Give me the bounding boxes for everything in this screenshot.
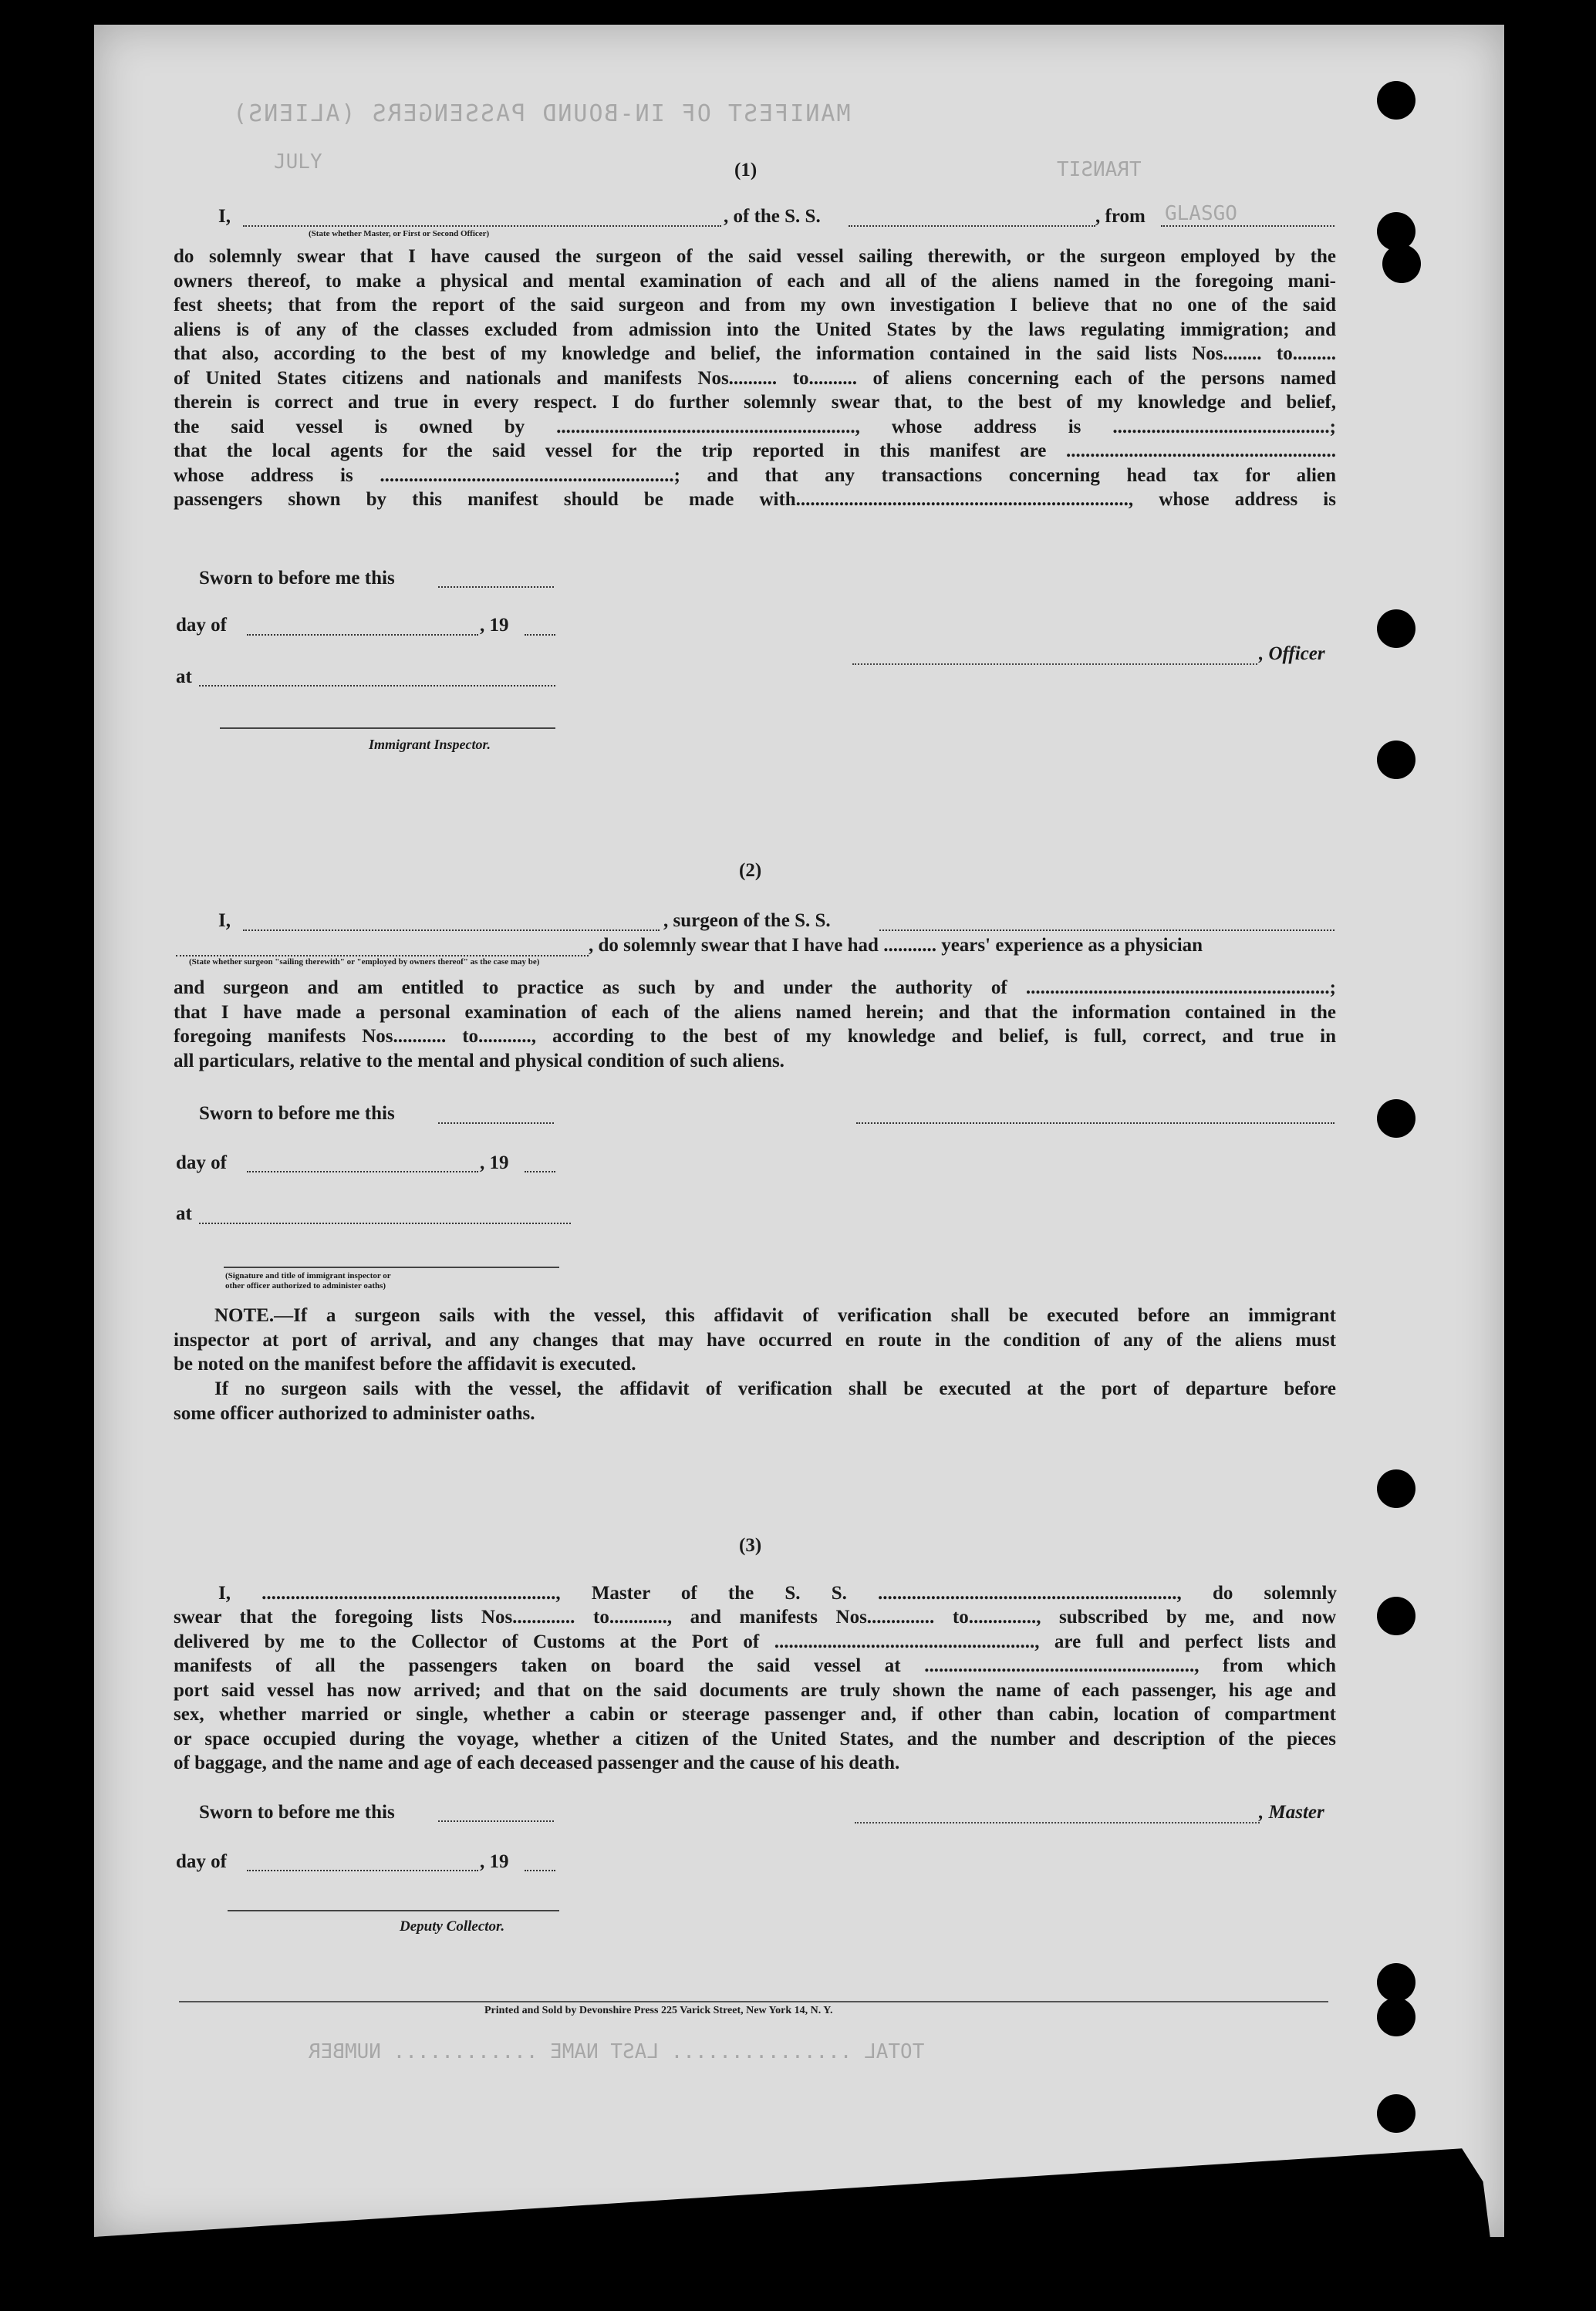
- year-label: , 19: [480, 615, 509, 636]
- section2-label: (2): [739, 860, 762, 881]
- year-label: , 19: [480, 1851, 509, 1872]
- section1-oath-paragraph: do solemnly swear that I have caused the surgeon of the said vessel sailing therewith, or the surgeon employed by the owners thereof, to make a physical and mental examination of each and all of the aliens named in the foregoing mani- fest sheets; that from the report of the said surgeon and from my own investigation I believe that no one of the said aliens is of any of the classes excluded from admission into the United States by the laws regulating immigration; and that also, according to the best of my knowledge and belief, the information contained in the said lists Nos........ to......... of United States citizens and nationals and manifests Nos.......... to.......... of aliens concerning each of the persons named therein is correct and true in every respect. I do further solemnly swear that, to the best of my knowledge and belief, the said vessel is owned by .............................................................., whose address is .............................................; that the local agents for the said vessel for the trip reported in this manifest are ........................................................ whose address is .............................................................; and that any transactions concerning head tax for alien passengers shown by this manifest should be made with....................................................................., whose address is: [174, 246, 1336, 510]
- year-field[interactable]: [525, 1870, 555, 1871]
- at-place-field[interactable]: [199, 685, 555, 687]
- surgeon-note-paragraph: NOTE.—If a surgeon sails with the vessel, this affidavit of verification shall be executed before an immigrant inspector at port of arrival, and any changes that may have occurred en route in the condition of any of the aliens must be noted on the manifest before the affidavit is executed.: [174, 1305, 1336, 1375]
- day-of-label: day of: [176, 1152, 227, 1173]
- day-of-field[interactable]: [247, 1171, 478, 1172]
- section1-i-label: I,: [218, 206, 231, 227]
- punch-hole: [1377, 81, 1415, 120]
- signature-note-1: (Signature and title of immigrant inspector or: [225, 1271, 391, 1280]
- officer-signature-line[interactable]: [852, 663, 1257, 665]
- officer-label: , Officer: [1259, 643, 1325, 664]
- punch-hole: [1377, 1099, 1415, 1138]
- punch-hole: [1382, 245, 1421, 283]
- footer-rule: [179, 2001, 1328, 2002]
- punch-hole: [1377, 1963, 1415, 2002]
- swear-experience-line: , do solemnly swear that I have had ........... years' experience as a physician: [589, 935, 1203, 956]
- from-port-value: GLASGO: [1165, 202, 1237, 225]
- surgeon-of-label: , surgeon of the S. S.: [663, 910, 831, 931]
- surgeon-status-note: (State whether surgeon "sailing therewith" or "employed by owners thereof" as the case may be): [189, 957, 540, 967]
- punch-hole: [1377, 1597, 1415, 1635]
- year-field[interactable]: [525, 634, 555, 636]
- sworn-date-field[interactable]: [438, 586, 554, 588]
- sworn-date-field[interactable]: [438, 1820, 554, 1822]
- section1-label: (1): [734, 160, 758, 180]
- punch-hole: [1377, 609, 1415, 648]
- surgeon-name-field[interactable]: [243, 929, 660, 931]
- printer-imprint: Printed and Sold by Devonshire Press 225 Varick Street, New York 14, N. Y.: [484, 2005, 833, 2016]
- from-label: , from: [1095, 206, 1146, 227]
- sworn-label: Sworn to before me this: [199, 568, 395, 589]
- year-field[interactable]: [525, 1171, 555, 1172]
- at-label: at: [176, 1203, 192, 1224]
- year-label: , 19: [480, 1152, 509, 1173]
- master-signature-line[interactable]: [855, 1822, 1260, 1823]
- state-officer-note: (State whether Master, or First or Second Officer): [309, 229, 490, 238]
- inspector-signature-line[interactable]: [220, 727, 555, 729]
- master-label: , Master: [1259, 1802, 1324, 1823]
- punch-hole: [1377, 1469, 1415, 1508]
- signature-note-2: other officer authorized to administer oaths): [225, 1281, 386, 1290]
- inspector-signature-line[interactable]: [224, 1267, 559, 1268]
- bleed-text: TOTAL ............... LAST NAME ............ NUMBER: [309, 2040, 925, 2063]
- vessel-name-field[interactable]: [849, 225, 1095, 227]
- surgeon-signature-field[interactable]: [856, 1122, 1334, 1124]
- at-label: at: [176, 666, 192, 687]
- day-of-label: day of: [176, 615, 227, 636]
- bleed-text: TRANSIT: [1057, 158, 1142, 181]
- punch-hole: [1377, 1998, 1415, 2036]
- section3-oath-paragraph-body: swear that the foregoing lists Nos............. to............, and manifests Nos.............. to.............., subscribed by me, and now delivered by me to the Collector of Customs at the Port of ......................................................, are full and perfect lists and manifests of all the passengers taken on board the said vessel at ........................................................, from which port said vessel has now arrived; and that on the said documents are truly shown the name of each passenger, his age and sex, whether married or single, whether a cabin or steerage passenger and, if other than cabin, location of compartment or space occupied during the voyage, whether a citizen of the United States, and the number and description of the pieces of baggage, and the name and age of each deceased passenger and the cause of his death.: [174, 1607, 1336, 1773]
- no-surgeon-note-paragraph: If no surgeon sails with the vessel, the affidavit of verification shall be executed at the port of departure before some officer authorized to administer oaths.: [174, 1378, 1336, 1424]
- section2-i-label: I,: [218, 910, 231, 931]
- punch-hole: [1377, 2094, 1415, 2133]
- bleed-title: MANIFEST OF IN-BOUND PASSENGERS (ALIENS): [231, 100, 851, 127]
- master-name-field[interactable]: [243, 225, 721, 227]
- section3-label: (3): [739, 1535, 762, 1556]
- surgeon-status-field[interactable]: [176, 955, 589, 956]
- day-of-field[interactable]: [247, 1870, 478, 1871]
- day-of-label: day of: [176, 1851, 227, 1872]
- from-port-field[interactable]: [1161, 225, 1334, 227]
- sworn-date-field[interactable]: [438, 1122, 554, 1124]
- of-ss-label: , of the S. S.: [724, 206, 821, 227]
- section3-oath-paragraph: I, ............................................................., Master of the S. S. .............................................................., do solemnly: [218, 1583, 1337, 1604]
- collector-signature-line[interactable]: [228, 1910, 559, 1911]
- surgeon-vessel-field[interactable]: [879, 929, 1334, 931]
- deputy-collector-label: Deputy Collector.: [400, 1918, 505, 1935]
- inspector-label: Immigrant Inspector.: [369, 737, 491, 752]
- sworn-label: Sworn to before me this: [199, 1802, 395, 1823]
- sworn-label: Sworn to before me this: [199, 1103, 395, 1124]
- day-of-field[interactable]: [247, 634, 478, 636]
- at-place-field[interactable]: [199, 1223, 571, 1224]
- section2-oath-paragraph: and surgeon and am entitled to practice as such by and under the authority of ...............................................................; that I have made a personal examination of each of the aliens named herein; and that the information contained in the foregoing manifests Nos........... to..........., according to the best of my knowledge and belief, is full, correct, and true in all particulars, relative to the mental and physical condition of such aliens.: [174, 977, 1336, 1071]
- punch-hole: [1377, 741, 1415, 779]
- bleed-text: JULY: [274, 150, 322, 174]
